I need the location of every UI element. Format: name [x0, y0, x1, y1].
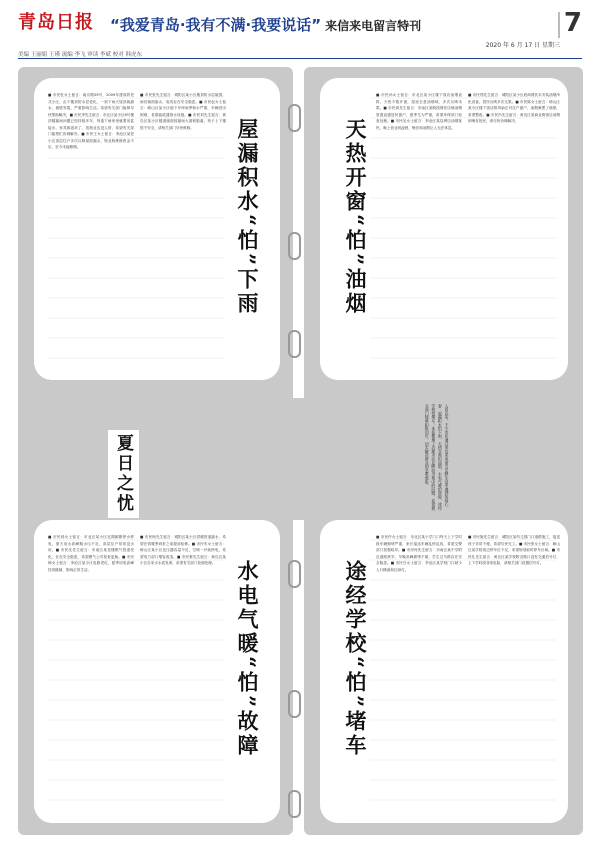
section-3-text-col-1: ■ 市民蒋女士留言：市北区某小区近期频繁停水停电，夏天用水高峰期水压不足，高层住户常常没水用。■ 市民沈先生留言：市南区某老楼燃气管道老化，存在安全隐患，希望燃气公司检查更换。■ 市民韩女士留言：李沧区某小区电路老化，夏季用电高峰经常跳闸，影响正常生活。: [48, 535, 134, 572]
headline-slogan: “我爱青岛·我有不满·我要说话”: [110, 16, 322, 34]
newspaper-logo: 青岛日报: [18, 12, 94, 33]
issue-date: 2020 年 6 月 17 日: [485, 42, 541, 49]
masthead: [0, 0, 600, 58]
headline-special: 来信来电留言特刊: [325, 19, 422, 33]
section-3-title: 水电气暖“怕”故障: [235, 560, 260, 759]
editor-credits: 美编 王丽娟 王瑾 流编 李飞 审读 李斌 校对 韩虎东: [18, 52, 142, 58]
section-4-title: 途经学校“怕”堵车: [343, 560, 368, 759]
section-2-text-col-2: ■ 市民郑先生留言：城阳区某小区底商餐饮未安装油烟净化设备，居民反映多次无果。■ 市民陈女士留言：崂山区某小区楼下饭店排风扇正对住户窗户，油烟熏黑了墙壁，希望整改。■ 市民冯先生留言：黄岛区某商业街饭店油烟和噪音扰民，请尽快协调解决。: [468, 93, 560, 123]
section-4-text-col-1: ■ 市民许女士留言：市北区某小学门口每天上下学时段车辆拥堵严重，家长接送车辆乱停乱放，希望交警部门加强疏导。■ 市民何先生留言：市南区某中学附近道路狭窄，早晚高峰拥堵不堪，学生过马路存在安全隐患。■ 市民吕女士留言：李沧区某学校门口缺少人行横道和红绿灯。: [376, 535, 462, 572]
section-1-text-col-2: ■ 市民张先生留言：城阳区某小区楼顶防水层破损，雨后墙面渗水，电线存在安全隐患。■ 市民赵女士留言：崂山区某小区地下车库雨季积水严重，车辆进出困难，希望能疏通排水设施。■ 市民刘先生留言：黄岛区某小区楼道墙面因漏雨大面积脱落，孩子上下楼很不安全，请相关部门尽快维修。: [140, 93, 226, 130]
center-intro-text: 入夏以来，不少市民通过来信来电留言反映生活中遇到的烦心事：屋漏积水怕下雨，天热开窗怕油烟，水电气暖怕故障，途经学校怕堵车。本报梳理了近期市民反映较为集中的问题，希望相关部门能够积极回应，切实解决群众的急难愁盼。: [425, 404, 450, 511]
issue-weekday: 星期三: [541, 42, 560, 49]
binder-ring-icon: [288, 104, 301, 132]
date-line: [486, 40, 560, 49]
section-4-text-col-2: ■ 市民施先生留言：城阳区某幼儿园门口道路施工，接送孩子非常不便，希望尽快完工。■ 市民张女士留言：崂山区某学校周边停车位不足，希望规划临时停车区域。■ 市民孔先生留言：黄岛区某学校附近路口没有交通信号灯，上下学时段非常危险，请相关部门设置信号灯。: [468, 535, 560, 565]
binder-ring-icon: [288, 330, 301, 358]
section-1-text-col-1: ■ 市民杜女士留言：南京路59号，2009年建成的老式小区，由于楼顶防水层老化，一到下雨天屋顶就漏水，墙壁发霉，严重影响生活。希望有关部门能够尽快帮助解决。■ 市民李先生留言：市北区某小区6号楼顶楼漏雨问题已经持续多年，每逢下雨家里就要用盆接水，家具都泡坏了，找物业也没人管，希望有关部门能帮忙协调解决。■ 市民王女士留言：李沧区某老小区顶层住户多次反映屋面漏水，物业称维修资金不足，至今未能修缮。: [48, 93, 134, 149]
binder-ring-icon: [288, 790, 301, 818]
header-rule: [18, 58, 582, 59]
section-1-title: 屋漏积水“怕”下雨: [235, 118, 260, 317]
section-3-text-col-2: ■ 市民杨先生留言：城阳区某小区供暖管道漏水，希望在供暖季到来之前提前检修。■ 市民朱女士留言：崂山区某小区变压器容量不足，空调一开就停电，希望电力部门增容改造。■ 市民秦先生留言：黄岛区某小区自来水水质发黄，希望有关部门检测处理。: [140, 535, 226, 565]
center-title: 夏日之忧: [108, 430, 139, 518]
special-headline: [110, 14, 421, 35]
section-2-title: 天热开窗“怕”油烟: [343, 118, 368, 317]
binder-ring-icon: [288, 690, 301, 718]
page-number: 7: [563, 8, 582, 38]
section-2-text-col-1: ■ 市民孙女士留言：市北区某小区楼下饭店油烟直排，天热不敢开窗，屋里全是油烟味，多次反映未果。■ 市民周先生留言：市南区某路段餐饮店铺油烟管道直通居民窗户，夏季尤为严重，希望环保部门检查处理。■ 市民吴女士留言：李沧区某烧烤店油烟扰民，晚上营业到凌晨，噪音和油烟让人无法休息。: [376, 93, 462, 130]
binder-ring-icon: [288, 232, 301, 260]
binder-ring-icon: [288, 560, 301, 588]
